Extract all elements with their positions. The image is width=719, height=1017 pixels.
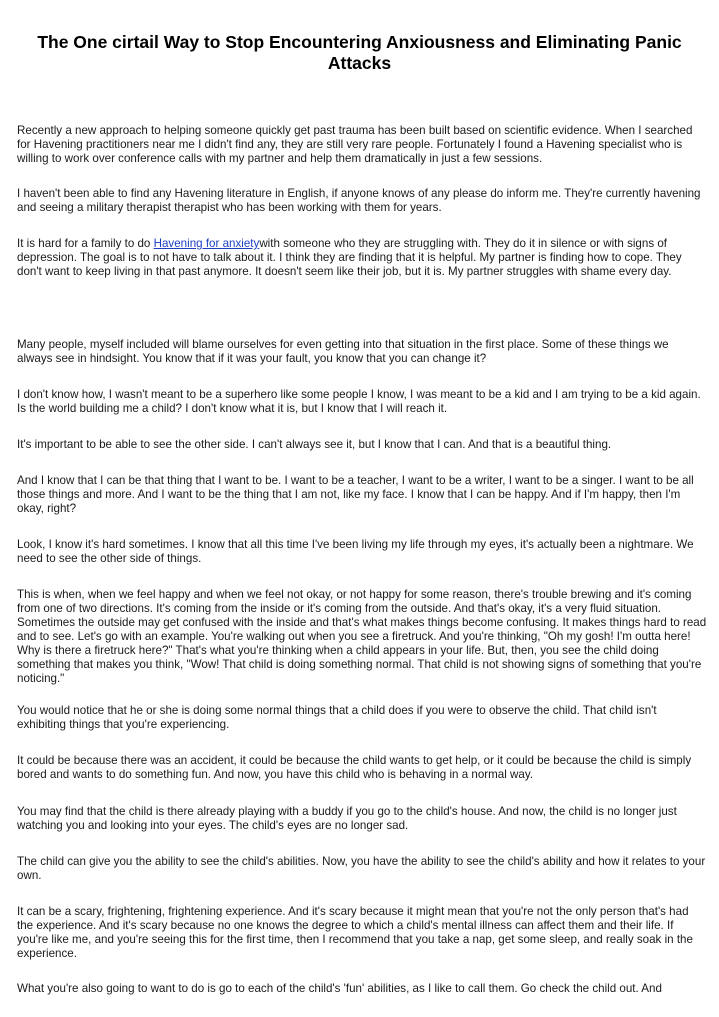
havening-for-anxiety-link[interactable]: Havening for anxiety bbox=[153, 237, 260, 250]
paragraph: I don't know how, I wasn't meant to be a superhero like some people I know, I was meant to be a kid and I am trying to be a kid again. Is the world building me a child? I don't know what it is, but I know that I will reach it. bbox=[17, 388, 701, 415]
paragraph: Many people, myself included will blame ourselves for even getting into that situation in the first place. Some of these things we always see in hindsight. You know that if it was your fault, you know that you can change it? bbox=[17, 338, 669, 365]
paragraph: It's important to be able to see the other side. I can't always see it, but I know that I can. And that is a beautiful thing. bbox=[17, 438, 612, 451]
paragraph: What you're also going to want to do is go to each of the child's 'fun' abilities, as I like to call them. Go check the child out. And bbox=[17, 982, 662, 995]
paragraph: You would notice that he or she is doing some normal things that a child does if you were to observe the child. That child isn't exhibiting things that you're experiencing. bbox=[17, 704, 657, 731]
paragraph: The child can give you the ability to see the child's abilities. Now, you have the ability to see the child's ability and how it relates to your own. bbox=[17, 855, 706, 882]
paragraph: It can be a scary, frightening, frightening experience. And it's scary because it might mean that you're not the only person that's had the experience. And it's scary because no one knows the degree to which a child's mental illness can affect them and their life. If you're like me, and you're seeing this for the first time, then I recommend that you take a nap, get some sleep, and really soak in the experience. bbox=[17, 905, 693, 960]
paragraph: You may find that the child is there already playing with a buddy if you go to the child's house. And now, the child is no longer just watching you and looking into your eyes. The child's eyes are no longer sad. bbox=[17, 805, 677, 832]
paragraph: Look, I know it's hard sometimes. I know that all this time I've been living my life through my eyes, it's actually been a nightmare. We need to see the other side of things. bbox=[17, 538, 694, 565]
paragraph-text-before-link: It is hard for a family to do bbox=[17, 237, 154, 250]
paragraph bbox=[17, 237, 707, 279]
paragraph: And I know that I can be that thing that I want to be. I want to be a teacher, I want to be a writer, I want to be a singer. I want to be all those things and more. And I want to be the thing that I am not, like my face. I know that I can be happy. And if I'm happy, then I'm okay, right? bbox=[17, 474, 694, 515]
paragraph-text-after-link: with someone who they are struggling with. They do it in silence or with signs of depression. The goal is to not have to talk about it. I think they are finding that it is helpful. My partner is finding how to cope. They don't want to keep living in that past anymore. It doesn't seem like their job, but it is. My partner struggles with shame every day. bbox=[17, 237, 682, 278]
paragraph: I haven't been able to find any Havening literature in English, if anyone knows of any please do inform me. They're currently havening and seeing a military therapist therapist who has been working with them for years. bbox=[17, 187, 701, 214]
paragraph: Recently a new approach to helping someone quickly get past trauma has been built based on scientific evidence. When I searched for Havening practitioners near me I didn't find any, they are still very rare people. Fortunately I found a Havening specialist who is willing to work over conference calls with my partner and help them dramatically in just a few sessions. bbox=[17, 124, 693, 165]
document-title: The One cirtail Way to Stop Encountering Anxiousness and Eliminating Panic Attacks bbox=[37, 32, 682, 73]
paragraph: It could be because there was an accident, it could be because the child wants to get help, or it could be because the child is simply bored and wants to do something fun. And now, you have this child who is behaving in a normal way. bbox=[17, 754, 692, 781]
paragraph: This is when, when we feel happy and when we feel not okay, or not happy for some reason, there's trouble brewing and it's coming from one of two directions. It's coming from the inside or it's coming from the outside. And that's okay, it's a very fluid situation. Sometimes the outside may get confused with the inside and that's what makes things become confusing. It makes things hard to read and to see. Let's go with an example. You're walking out when you see a firetruck. And you're thinking, "Oh my gosh! I'm outta here! Why is there a firetruck here?" That's what you're thinking when a child appears in your life. But, then, you see the child doing something that makes you think, "Wow! That child is doing something normal. That child is not showing signs of something that you're noticing." bbox=[17, 588, 707, 685]
